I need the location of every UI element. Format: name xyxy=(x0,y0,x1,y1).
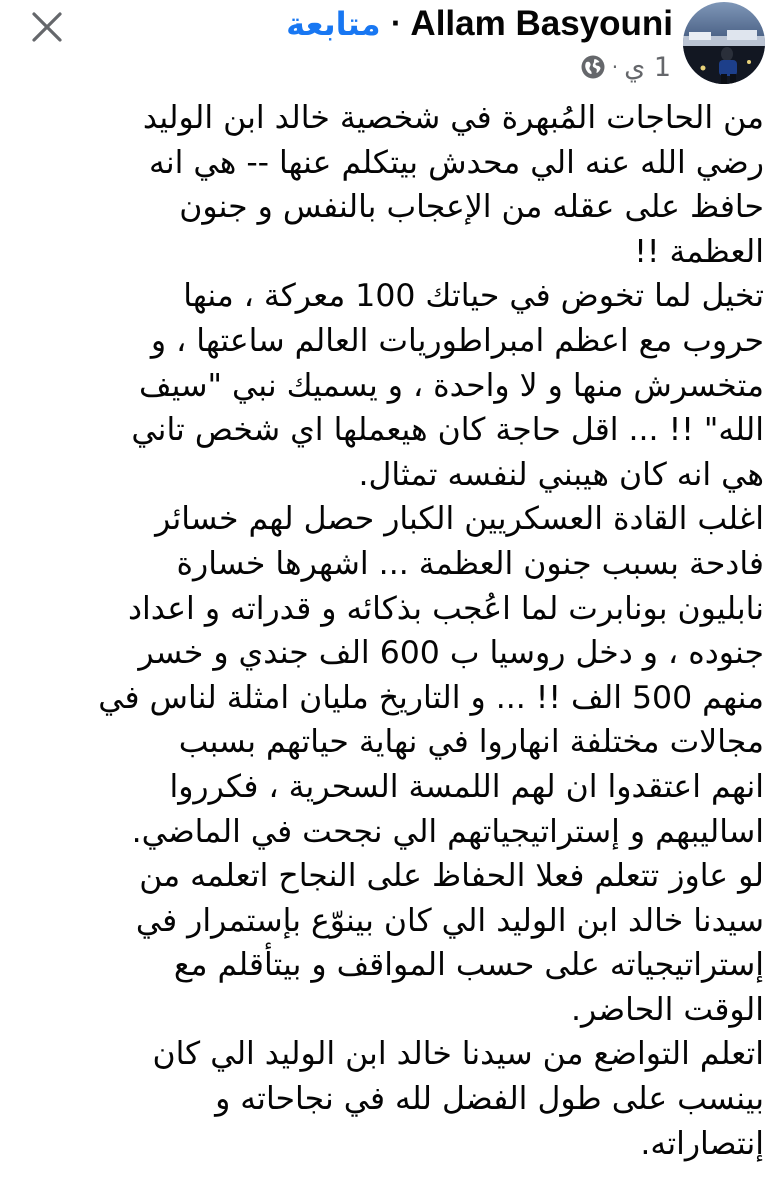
post-line: العظمة !! xyxy=(634,233,764,270)
meta-separator: · xyxy=(611,55,619,79)
post-line: بينسب على طول الفضل لله في نجاحاته و xyxy=(215,1081,764,1118)
post-line: متخسرش منها و لا واحدة ، و يسميك نبي "سيف xyxy=(139,367,764,404)
post-line: الوقت الحاضر. xyxy=(570,991,764,1028)
post-line: سيدنا خالد ابن الوليد الي كان بينوّع بإستمرار في xyxy=(135,902,764,939)
post-line: اتعلم التواضع من سيدنا خالد ابن الوليد الي كان xyxy=(152,1036,764,1073)
post-line: مجالات مختلفة انهاروا في نهاية حياتهم بسبب xyxy=(178,724,764,761)
post-line: حافظ على عقله من الإعجاب بالنفس و جنون xyxy=(179,189,764,226)
post-line: تخيل لما تخوض في حياتك 100 معركة ، منها xyxy=(183,278,764,315)
name-separator: · xyxy=(390,9,401,39)
follow-link[interactable]: متابعة xyxy=(286,5,381,43)
post-line: رضي الله عنه الي محدش بيتكلم عنها -- هي انه xyxy=(149,144,764,181)
post-meta xyxy=(580,50,671,84)
close-icon xyxy=(26,6,68,48)
post-line: من الحاجات المُبهرة في شخصية خالد ابن الوليد xyxy=(142,100,764,136)
post-line: إستراتيجياته على حسب المواقف و بيتأقلم مع xyxy=(173,947,764,984)
avatar[interactable] xyxy=(683,2,765,84)
author-name[interactable]: Allam Basyouni xyxy=(410,4,673,43)
post-line: منهم 500 الف !! ... و التاريخ مليان امثلة لناس في xyxy=(98,679,764,716)
avatar-photo xyxy=(683,2,765,84)
post-line: هي انه كان هيبني لنفسه تمثال. xyxy=(358,456,764,493)
post-line: فادحة بسبب جنون العظمة ... اشهرها خسارة xyxy=(176,545,764,582)
author-row xyxy=(286,2,673,46)
post-header xyxy=(0,0,779,92)
post-timestamp[interactable]: 1 ي xyxy=(624,51,671,83)
post-line: اساليبهم و إستراتيجياتهم الي نجحت في الماضي. xyxy=(131,813,764,850)
post-body xyxy=(14,96,764,1196)
post-line: لو عاوز تتعلم فعلا الحفاظ على النجاح اتعلمه من xyxy=(139,858,764,895)
post-line: إنتصاراته. xyxy=(640,1125,764,1162)
post-line: حروب مع اعظم امبراطوريات العالم ساعتها ، و xyxy=(150,322,764,359)
post-line: انهم اعتقدوا ان لهم اللمسة السحرية ، فكرروا xyxy=(169,768,764,805)
post-line: نابليون بونابرت لما اعُجب بذكائه و قدراته و اعداد xyxy=(127,590,764,627)
post-line: الله" !! ... اقل حاجة كان هيعملها اي شخص تاني xyxy=(131,412,764,449)
post-line: اغلب القادة العسكريين الكبار حصل لهم خسائر xyxy=(155,501,764,538)
close-button[interactable] xyxy=(26,6,68,48)
globe-icon xyxy=(580,54,606,80)
post-line: جنوده ، و دخل روسيا ب 600 الف جندي و خسر xyxy=(138,635,764,672)
